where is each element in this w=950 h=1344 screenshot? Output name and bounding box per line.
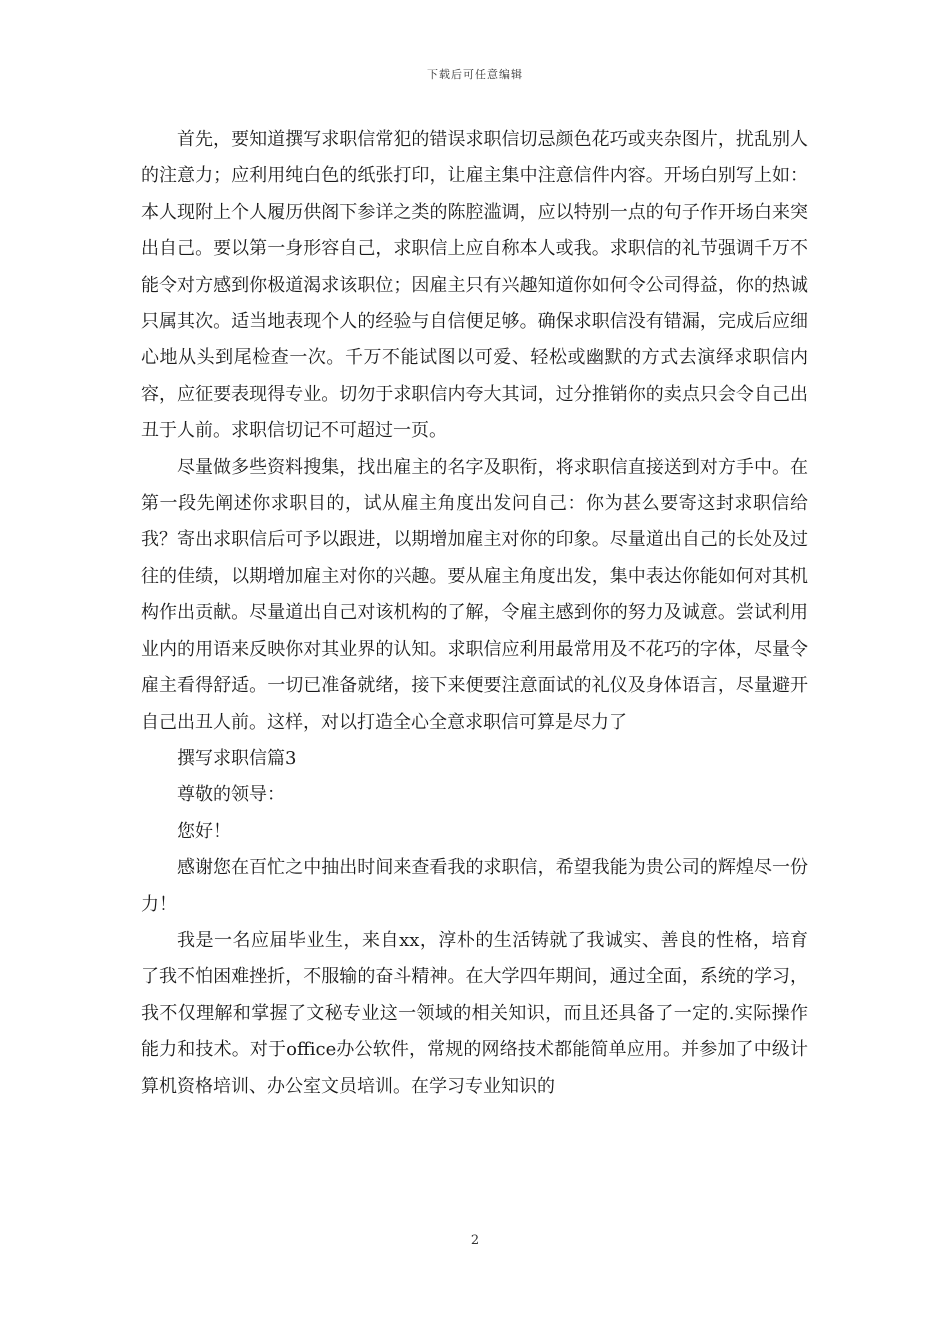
- paragraph-research-employer: 尽量做多些资料搜集，找出雇主的名字及职衔，将求职信直接送到对方手中。在第一段先阐述你求职目的，试从雇主角度出发问自己：你为甚么要寄这封求职信给我？寄出求职信后可予以跟进，以期增加雇主对你的印象。尽量道出自己的长处及过往的佳绩，以期增加雇主对你的兴趣。要从雇主角度出发，集中表达你能如何对其机构作出贡献。尽量道出自己对该机构的了解，令雇主感到你的努力及诚意。尝试利用业内的用语来反映你对其业界的认知。求职信应利用最常用及不花巧的字体，尽量令雇主看得舒适。一切已准备就绪，接下来便要注意面试的礼仪及身体语言，尽量避开自己出丑人前。这样，对以打造全心全意求职信可算是尽力了: [141, 456, 808, 733]
- paragraph-self-introduction: 我是一名应届毕业生，来自xx，淳朴的生活铸就了我诚实、善良的性格，培育了我不怕困难挫折，不服输的奋斗精神。在大学四年期间，通过全面，系统的学习，我不仅理解和掌握了文秘专业这一领域的相关知识，而且还具备了一定的.实际操作能力和技术。对于office办公软件，常规的网络技术都能简单应用。并参加了中级计算机资格培训、办公室文员培训。在学习专业知识的: [141, 929, 808, 1097]
- document-body: [141, 122, 808, 1105]
- page-header: 下载后可任意编辑: [427, 68, 523, 81]
- paragraph-cover-letter-mistakes: 首先，要知道撰写求职信常犯的错误求职信切忌颜色花巧或夹杂图片，扰乱别人的注意力；应利用纯白色的纸张打印，让雇主集中注意信件内容。开场白别写上如：本人现附上个人履历供阁下参详之类的陈腔滥调，应以特别一点的句子作开场白来突出自己。要以第一身形容自己，求职信上应自称本人或我。求职信的礼节强调千万不能令对方感到你极道渴求该职位；因雇主只有兴趣知道你如何令公司得益，你的热诚只属其次。适当地表现个人的经验与自信便足够。确保求职信没有错漏，完成后应细心地从头到尾检查一次。千万不能试图以可爱、轻松或幽默的方式去演绎求职信内容，应征要表现得专业。切勿于求职信内夸大其词，过分推销你的卖点只会令自己出丑于人前。求职信切记不可超过一页。: [141, 129, 808, 442]
- section-title: 撰写求职信篇3: [177, 747, 297, 769]
- salutation: 尊敬的领导：: [177, 784, 285, 806]
- page-number: 2: [470, 1233, 480, 1248]
- greeting: 您好！: [177, 820, 231, 842]
- paragraph-thanks: 感谢您在百忙之中抽出时间来查看我的求职信，希望我能为贵公司的辉煌尽一份力！: [141, 857, 808, 915]
